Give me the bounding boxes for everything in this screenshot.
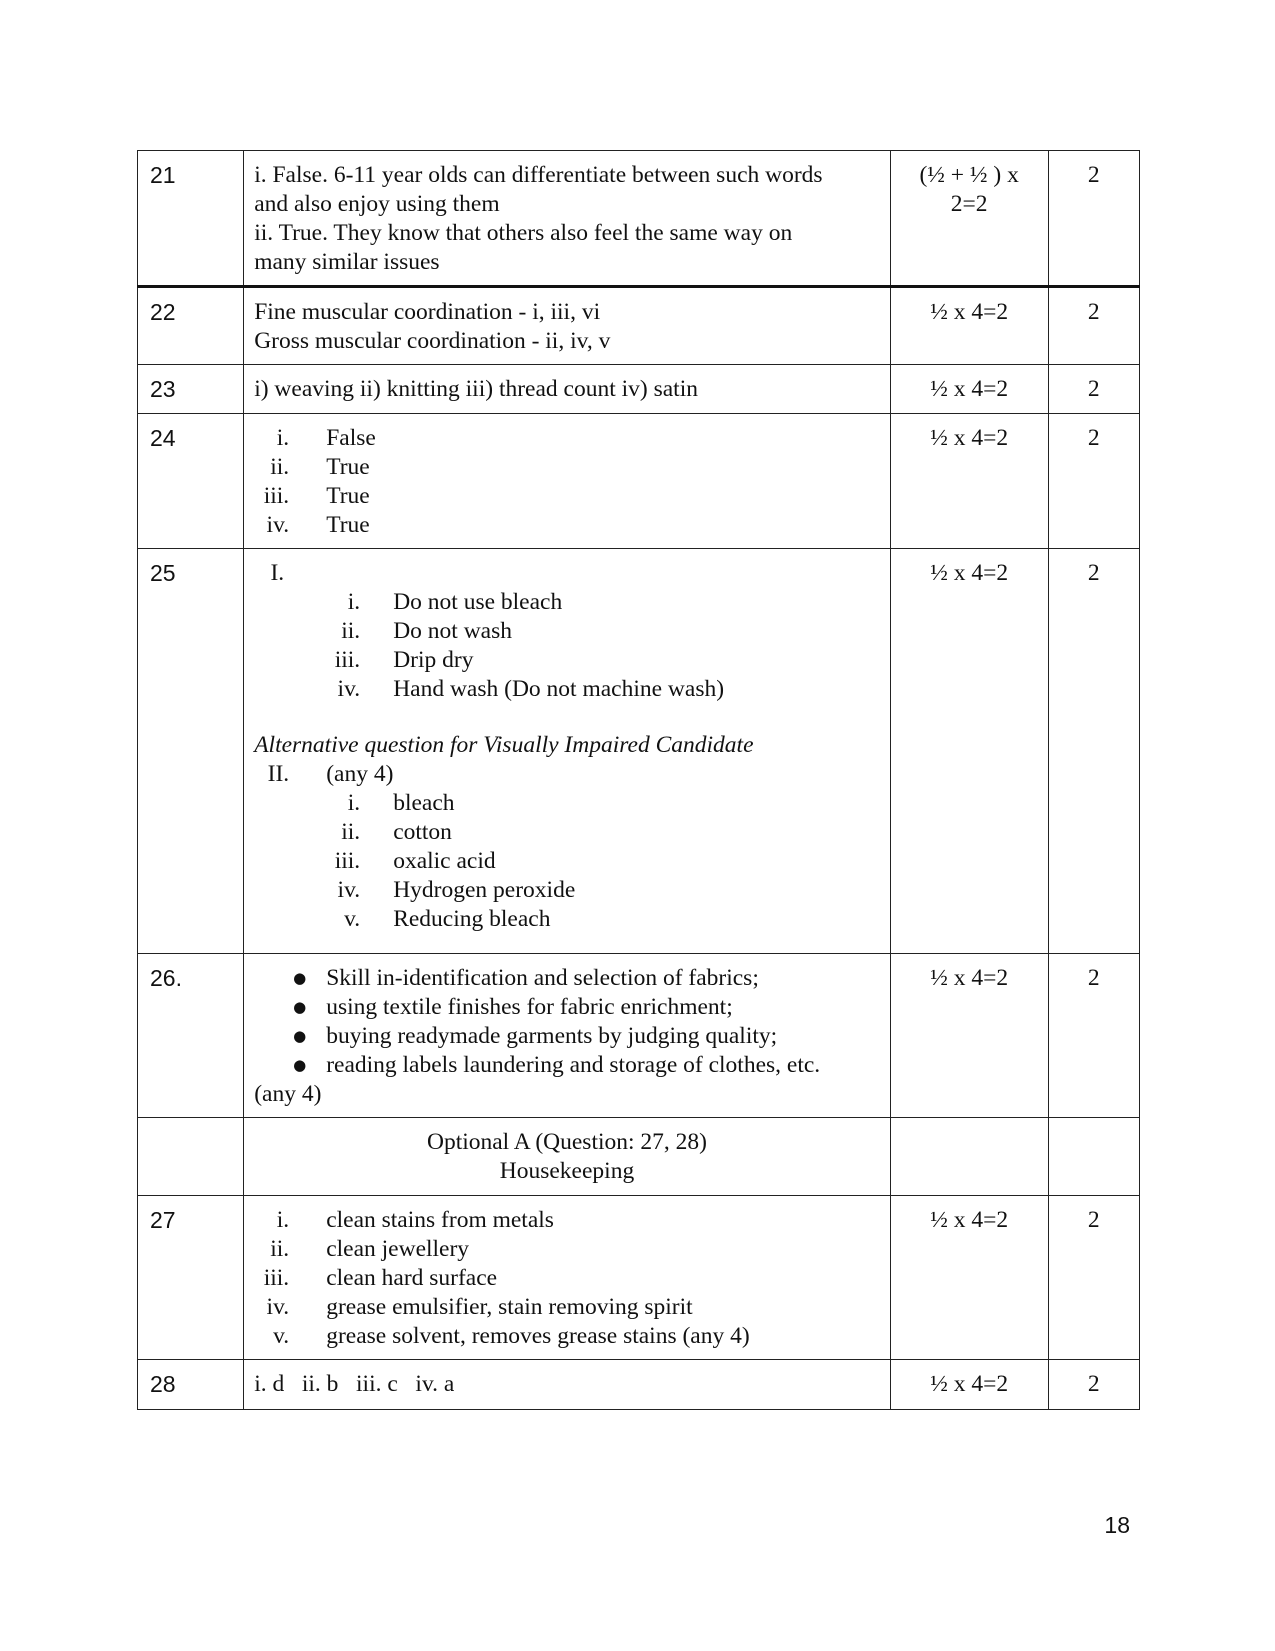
item-text: cotton (393, 819, 452, 845)
marks-cell: ½ x 4=2 (890, 954, 1048, 1118)
part-note: (any 4) (326, 761, 394, 787)
list-item (254, 588, 880, 617)
list-item (254, 646, 880, 675)
item-text: clean stains from metals (326, 1207, 554, 1233)
marks-cell: ½ x 4=2 (890, 365, 1048, 414)
total-marks: 2 (1048, 414, 1140, 549)
item-number: v. (344, 906, 361, 932)
marks-cell: ½ x 4=2 (890, 287, 1048, 365)
list-item (254, 964, 880, 993)
page-number: 18 (1104, 1512, 1130, 1538)
item-number: iii. (263, 483, 290, 509)
item-number: ii. (270, 1236, 290, 1262)
list-item (254, 789, 880, 818)
list-item (254, 905, 880, 934)
item-number: iv. (266, 512, 290, 538)
list-item (254, 876, 880, 905)
item-text: Hand wash (Do not machine wash) (393, 676, 725, 702)
table-row (138, 365, 1140, 414)
part-number: II. (267, 761, 290, 787)
list-item (254, 818, 880, 847)
empty-cell (890, 1118, 1048, 1196)
item-number: i. (347, 790, 361, 816)
answer-cell (244, 954, 891, 1118)
item-number: iii. (334, 647, 361, 673)
answer-line: Fine muscular coordination - i, iii, vi (254, 299, 601, 325)
marks-cell (890, 151, 1048, 287)
question-number: 28 (138, 1360, 244, 1410)
list-item (254, 617, 880, 646)
list-item (254, 424, 880, 453)
total-marks: 2 (1048, 954, 1140, 1118)
marks-cell: ½ x 4=2 (890, 549, 1048, 954)
bullet-icon: ● (293, 998, 307, 1016)
table-row (138, 549, 1140, 954)
list-item (254, 1322, 880, 1351)
list-item (254, 760, 880, 789)
alternative-question-heading: Alternative question for Visually Impaired Candidate (254, 732, 754, 758)
list-item (254, 559, 880, 588)
answer-list (254, 424, 880, 540)
item-text: True (326, 512, 370, 538)
item-number: i. (276, 1207, 290, 1233)
answer-line: many similar issues (254, 249, 440, 275)
section-title: Optional A (Question: 27, 28) (426, 1129, 707, 1155)
item-text: Reducing bleach (393, 906, 551, 932)
item-number: i. (347, 589, 361, 615)
total-marks: 2 (1048, 1360, 1140, 1410)
question-number: 26. (138, 954, 244, 1118)
item-text: clean hard surface (326, 1265, 498, 1291)
list-item (254, 511, 880, 540)
list-item (254, 1293, 880, 1322)
item-text: grease solvent, removes grease stains (any 4) (326, 1323, 750, 1349)
item-number: ii. (270, 454, 290, 480)
item-number: iv. (337, 877, 361, 903)
question-number: 21 (138, 151, 244, 287)
item-number: v. (273, 1323, 290, 1349)
marks-cell: ½ x 4=2 (890, 1196, 1048, 1360)
section-heading (244, 1118, 891, 1196)
part-number: I. (270, 560, 285, 586)
bullet-icon: ● (293, 1027, 307, 1045)
item-text: Do not use bleach (393, 589, 563, 615)
answer-cell (244, 1196, 891, 1360)
item-number: iii. (263, 1265, 290, 1291)
answer-list (254, 964, 880, 1080)
table-row (138, 954, 1140, 1118)
list-item (254, 675, 880, 704)
question-number: 25 (138, 549, 244, 954)
list-item (254, 1264, 880, 1293)
item-text: True (326, 483, 370, 509)
total-marks: 2 (1048, 1196, 1140, 1360)
item-number: iii. (334, 848, 361, 874)
item-text: buying readymade garments by judging quality; (326, 1023, 778, 1049)
answer-cell: i) weaving ii) knitting iii) thread count iv) satin (244, 365, 891, 414)
item-text: grease emulsifier, stain removing spirit (326, 1294, 693, 1320)
answer-list (254, 789, 880, 934)
list-item (254, 1206, 880, 1235)
item-number: ii. (341, 819, 361, 845)
item-number: i. (276, 425, 290, 451)
item-text: oxalic acid (393, 848, 496, 874)
list-item (254, 847, 880, 876)
answer-part (254, 760, 880, 789)
marks-cell: ½ x 4=2 (890, 1360, 1048, 1410)
answer-cell (244, 414, 891, 549)
total-marks: 2 (1048, 287, 1140, 365)
item-text: clean jewellery (326, 1236, 470, 1262)
list-item (254, 1022, 880, 1051)
total-marks: 2 (1048, 549, 1140, 954)
answer-line: Gross muscular coordination - ii, iv, v (254, 328, 611, 354)
question-number: 23 (138, 365, 244, 414)
answer-line: ii. True. They know that others also feel the same way on (254, 220, 793, 246)
marks-line: 2=2 (950, 191, 988, 217)
table-row (138, 1196, 1140, 1360)
list-item (254, 1051, 880, 1080)
question-number: 24 (138, 414, 244, 549)
section-subtitle: Housekeeping (499, 1158, 635, 1184)
total-marks: 2 (1048, 365, 1140, 414)
item-text: Do not wash (393, 618, 512, 644)
item-text: using textile finishes for fabric enrichment; (326, 994, 733, 1020)
item-text: Hydrogen peroxide (393, 877, 576, 903)
bullet-icon: ● (293, 1056, 307, 1074)
answer-cell (244, 151, 891, 287)
list-item (254, 482, 880, 511)
answer-part (254, 559, 880, 588)
list-item (254, 453, 880, 482)
item-text: Drip dry (393, 647, 474, 673)
table-row (138, 1360, 1140, 1410)
empty-cell (138, 1118, 244, 1196)
answer-line: i. False. 6-11 year olds can differentiate between such words (254, 162, 823, 188)
question-number: 22 (138, 287, 244, 365)
table-row (138, 151, 1140, 287)
question-number: 27 (138, 1196, 244, 1360)
item-text: True (326, 454, 370, 480)
table-row (138, 414, 1140, 549)
answer-cell: i. d ii. b iii. c iv. a (244, 1360, 891, 1410)
answer-line: and also enjoy using them (254, 191, 500, 217)
list-item (254, 1235, 880, 1264)
item-text: False (326, 425, 376, 451)
item-number: iv. (337, 676, 361, 702)
answer-list (254, 588, 880, 704)
item-number: iv. (266, 1294, 290, 1320)
answer-list (254, 1206, 880, 1351)
answer-cell (244, 287, 891, 365)
total-marks: 2 (1048, 151, 1140, 287)
answer-cell (244, 549, 891, 954)
marking-scheme-table (137, 150, 1140, 1410)
empty-cell (1048, 1118, 1140, 1196)
bullet-icon: ● (293, 969, 307, 987)
item-text: reading labels laundering and storage of clothes, etc. (326, 1052, 821, 1078)
table-row (138, 287, 1140, 365)
list-item (254, 993, 880, 1022)
marks-line: (½ + ½ ) x (919, 162, 1019, 188)
item-text: bleach (393, 790, 455, 816)
item-number: ii. (341, 618, 361, 644)
table-row (138, 1118, 1140, 1196)
marks-cell: ½ x 4=2 (890, 414, 1048, 549)
item-text: Skill in-identification and selection of fabrics; (326, 965, 759, 991)
answer-note: (any 4) (254, 1081, 322, 1107)
